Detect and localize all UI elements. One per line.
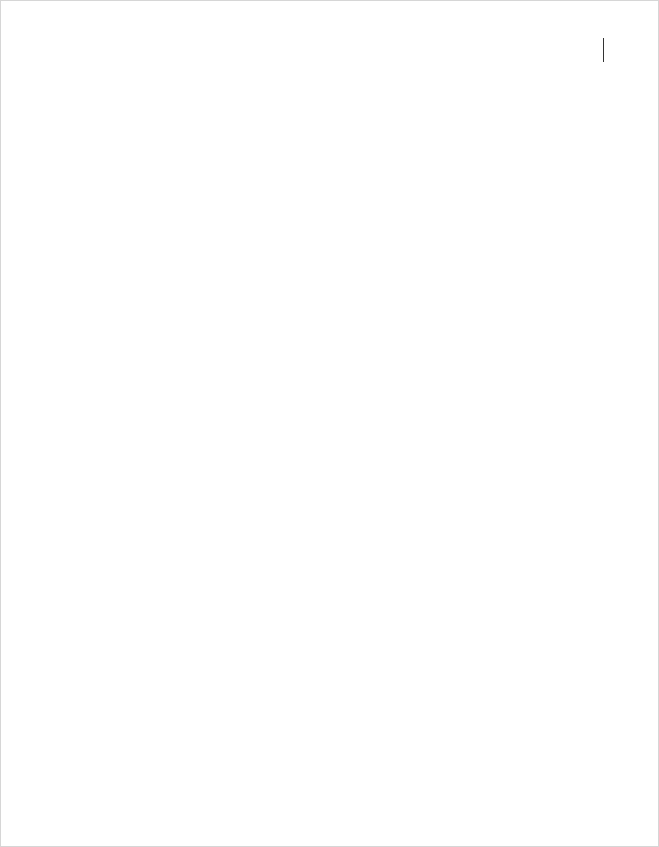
- decorative-lines-top: [1, 71, 231, 336]
- decorative-lines-bottom: [433, 531, 658, 801]
- brand-logos: [589, 38, 618, 62]
- logo-divider: [603, 38, 604, 62]
